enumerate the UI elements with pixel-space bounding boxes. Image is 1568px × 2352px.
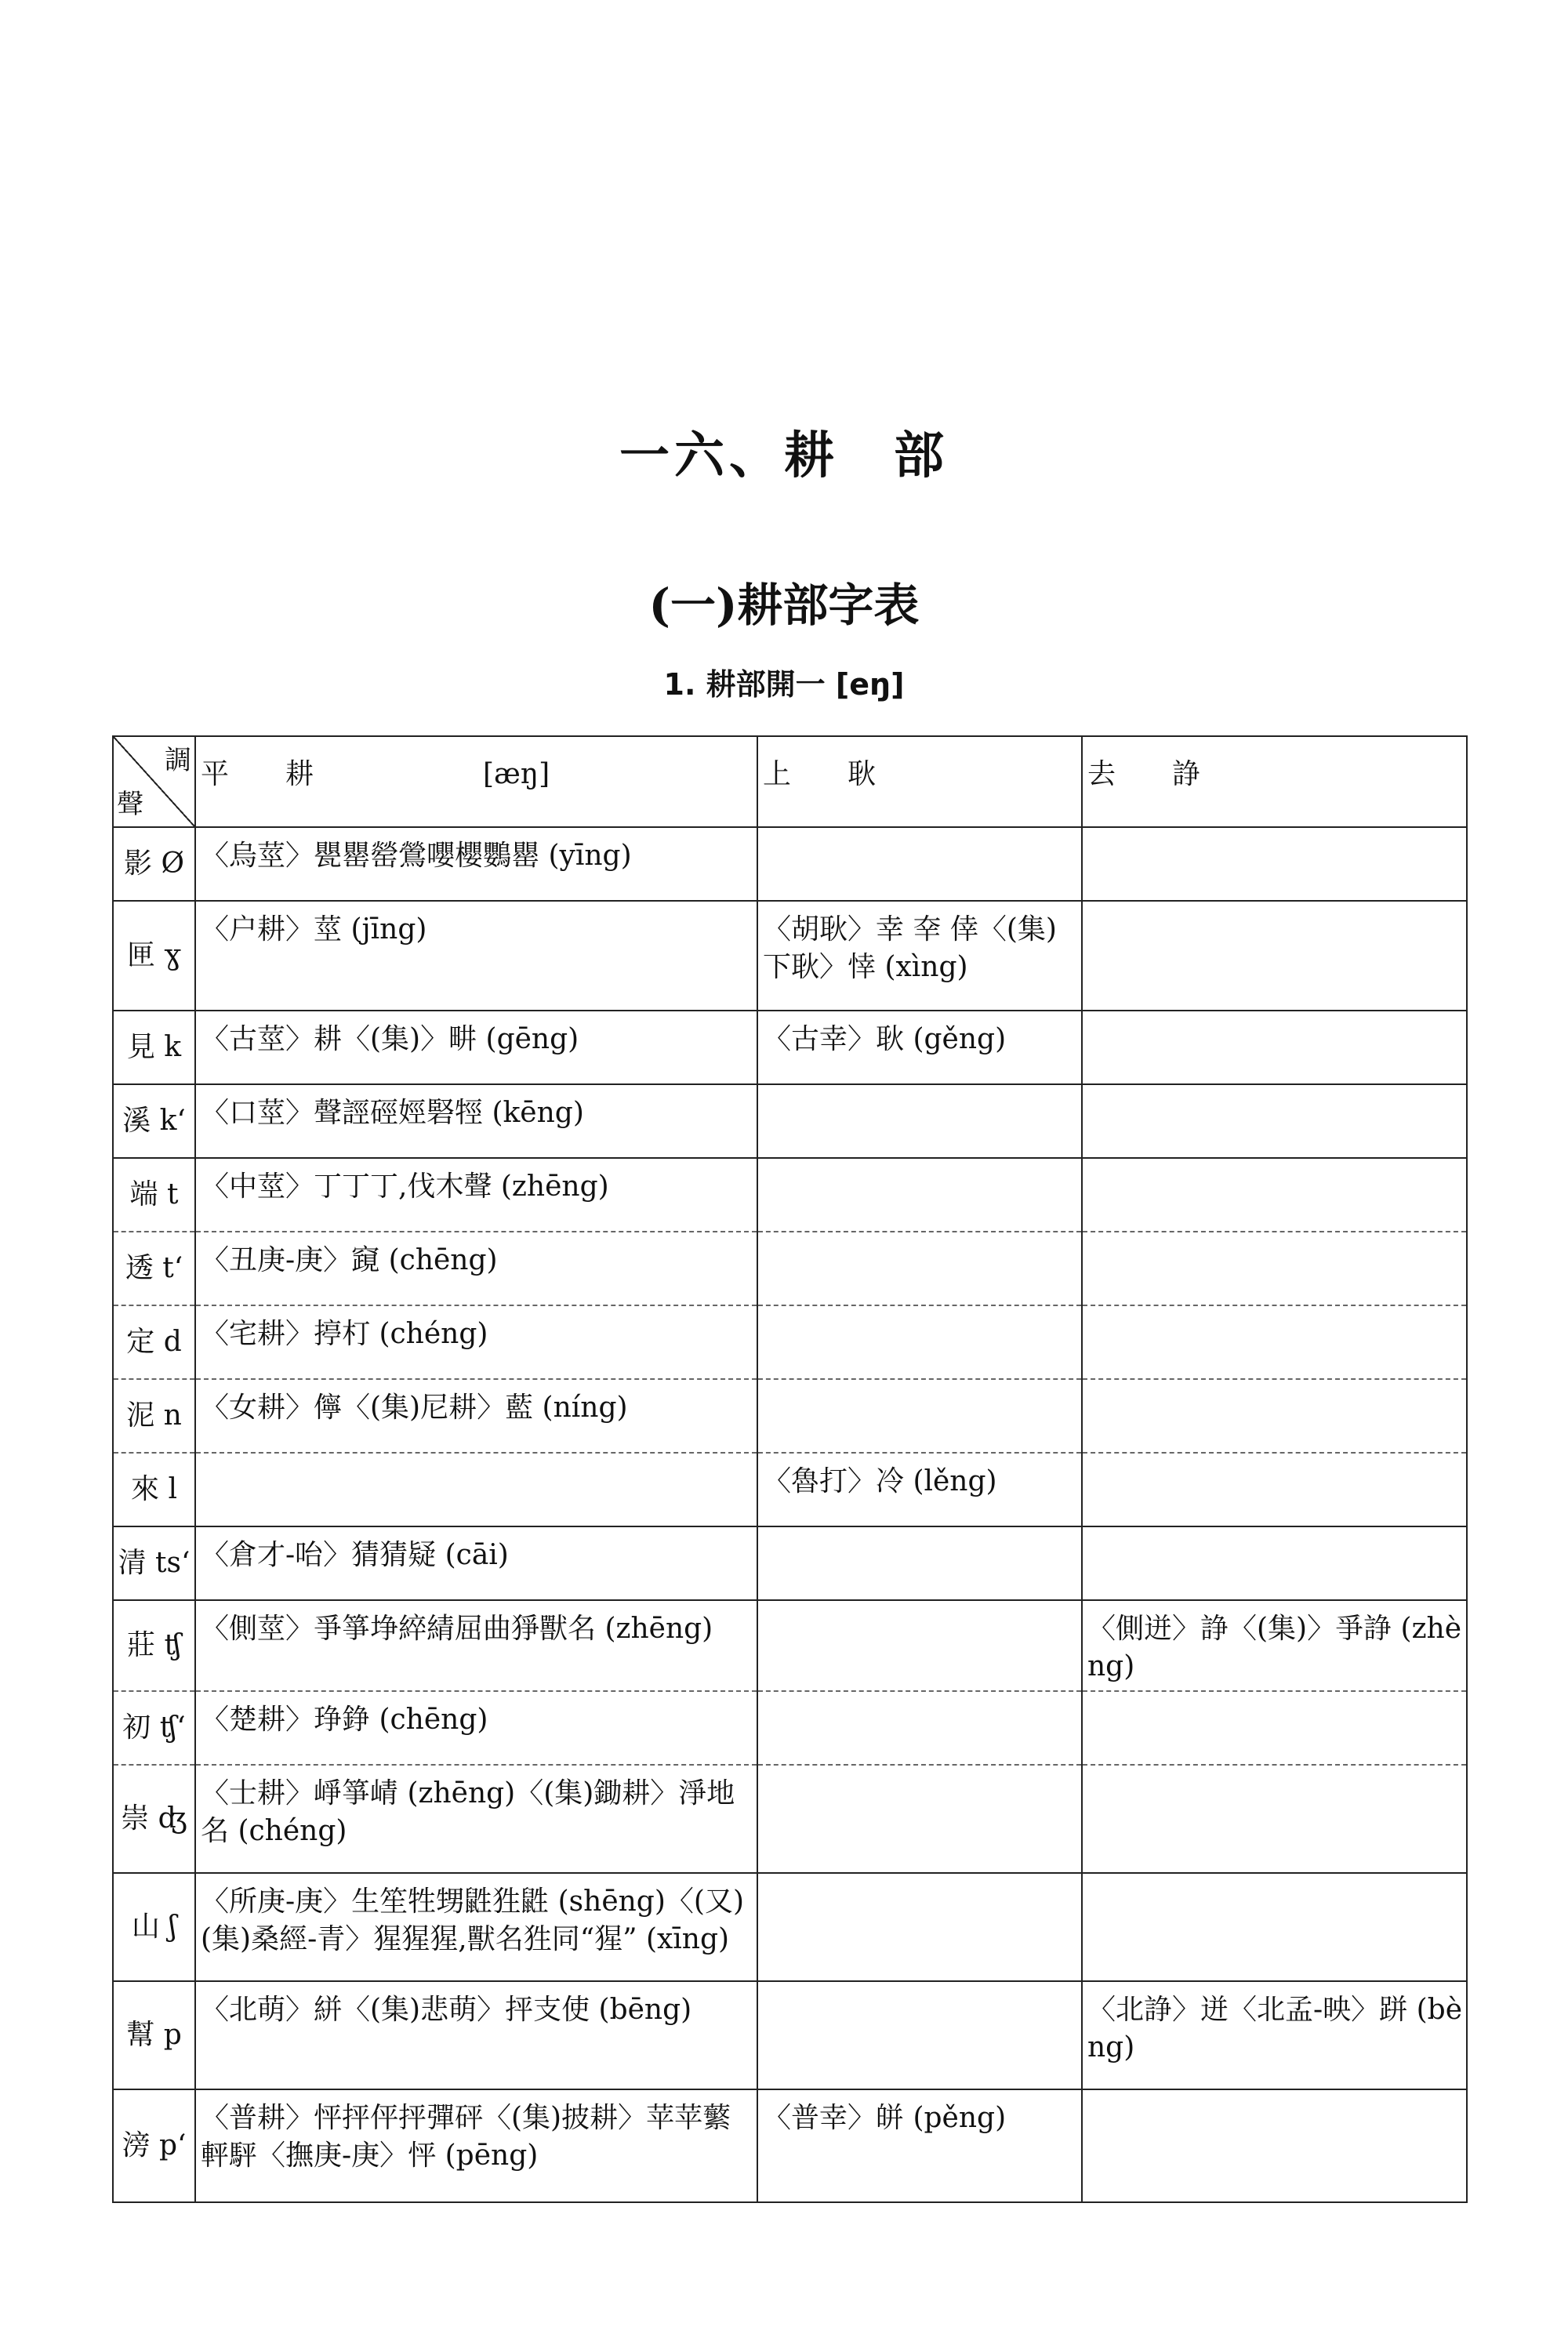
- table-row: [113, 1526, 1467, 1600]
- header-ping: 平 耕 [æŋ]: [195, 736, 757, 827]
- initial-cell: 山 ʃ: [113, 1873, 195, 1981]
- ping-cell: 〈口莖〉聲誙硜娙硻牼 (kēng): [195, 1084, 757, 1158]
- qu-cell: 〈北諍〉迸〈北孟-映〉跰 (bèng): [1082, 1981, 1467, 2089]
- qu-cell: [1082, 1232, 1467, 1305]
- initial-cell: 初 ʧ‘: [113, 1691, 195, 1765]
- initial-cell: 幫 p: [113, 1981, 195, 2089]
- initial-cell: 影 Ø: [113, 827, 195, 901]
- qu-cell: [1082, 1011, 1467, 1084]
- subsection-title: (一)耕部字表: [648, 579, 920, 632]
- table-row: [113, 1011, 1467, 1084]
- ping-cell: 〈古莖〉耕〈(集)〉畊 (gēng): [195, 1011, 757, 1084]
- corner-cell: [113, 736, 195, 827]
- ping-cell: 〈倉才-咍〉猜猜疑 (cāi): [195, 1526, 757, 1600]
- ping-cell: 〈宅耕〉揨朾 (chéng): [195, 1305, 757, 1379]
- ping-cell: [195, 1453, 757, 1526]
- initial-cell: 匣 ɣ: [113, 901, 195, 1011]
- ping-cell: 〈楚耕〉琤錚 (chēng): [195, 1691, 757, 1765]
- table-row: [113, 827, 1467, 901]
- initial-cell: 莊 ʧ: [113, 1600, 195, 1691]
- shang-cell: [757, 1158, 1082, 1232]
- table-row: [113, 1305, 1467, 1379]
- table-title: 1. 耕部開一 [eŋ]: [663, 667, 905, 702]
- table-row: [113, 1453, 1467, 1526]
- initial-cell: 透 t‘: [113, 1232, 195, 1305]
- qu-cell: [1082, 1084, 1467, 1158]
- shang-cell: 〈胡耿〉幸 㚔 倖〈(集)下耿〉悻 (xìng): [757, 901, 1082, 1011]
- table-row: [113, 1981, 1467, 2089]
- initial-cell: 端 t: [113, 1158, 195, 1232]
- qu-cell: [1082, 2089, 1467, 2202]
- shang-cell: [757, 1526, 1082, 1600]
- table-row: [113, 1691, 1467, 1765]
- qu-cell: [1082, 1453, 1467, 1526]
- qu-cell: [1082, 901, 1467, 1011]
- qu-cell: [1082, 1158, 1467, 1232]
- table-row: [113, 1379, 1467, 1453]
- shang-cell: [757, 1084, 1082, 1158]
- initial-cell: 清 ts‘: [113, 1526, 195, 1600]
- shang-cell: [757, 1873, 1082, 1981]
- shang-cell: [757, 827, 1082, 901]
- shang-cell: [757, 1981, 1082, 2089]
- initial-cell: 崇 ʤ: [113, 1765, 195, 1873]
- shang-cell: [757, 1600, 1082, 1691]
- rhyme-table: [112, 735, 1468, 2203]
- section-title: 一六、耕 部: [619, 426, 949, 485]
- qu-cell: [1082, 1305, 1467, 1379]
- corner-tone-label: 調: [165, 745, 191, 776]
- initial-cell: 泥 n: [113, 1379, 195, 1453]
- shang-cell: 〈魯打〉冷 (lěng): [757, 1453, 1082, 1526]
- table-row: [113, 1600, 1467, 1691]
- ping-cell: 〈丑庚-庚〉竀 (chēng): [195, 1232, 757, 1305]
- initial-cell: 定 d: [113, 1305, 195, 1379]
- shang-cell: [757, 1379, 1082, 1453]
- qu-cell: [1082, 1873, 1467, 1981]
- qu-cell: [1082, 827, 1467, 901]
- qu-cell: [1082, 1765, 1467, 1873]
- qu-cell: 〈側迸〉諍〈(集)〉爭諍 (zhèng): [1082, 1600, 1467, 1691]
- initial-cell: 滂 p‘: [113, 2089, 195, 2202]
- initial-cell: 來 l: [113, 1453, 195, 1526]
- ping-cell: 〈烏莖〉甖罌罃鶯嚶櫻鸚罌 (yīng): [195, 827, 757, 901]
- ping-cell: 〈北萌〉絣〈(集)悲萌〉抨支使 (bēng): [195, 1981, 757, 2089]
- ping-cell: 〈側莖〉爭箏埩綷綪屈曲猙獸名 (zhēng): [195, 1600, 757, 1691]
- ping-cell: 〈所庚-庚〉生笙牲甥鼪狌鼪 (shēng)〈(又)(集)桑經-青〉猩猩猩,獸名狌同“猩” (xīng): [195, 1873, 757, 1981]
- initial-cell: 溪 k‘: [113, 1084, 195, 1158]
- initial-cell: 見 k: [113, 1011, 195, 1084]
- qu-cell: [1082, 1379, 1467, 1453]
- ping-cell: 〈普耕〉怦抨伻抨彈砰〈(集)披耕〉苹苹蘩軯駍〈撫庚-庚〉怦 (pēng): [195, 2089, 757, 2202]
- ping-cell: 〈士耕〉崢箏崝 (zhēng)〈(集)鋤耕〉淨地名 (chéng): [195, 1765, 757, 1873]
- shang-cell: [757, 1305, 1082, 1379]
- header-shang: 上 耿: [757, 736, 1082, 827]
- table-row: [113, 1765, 1467, 1873]
- table-row: [113, 2089, 1467, 2202]
- ping-cell: 〈中莖〉丁丁丁,伐木聲 (zhēng): [195, 1158, 757, 1232]
- table-row: [113, 1232, 1467, 1305]
- table-header-row: [113, 736, 1467, 827]
- shang-cell: [757, 1232, 1082, 1305]
- header-qu: 去 諍: [1082, 736, 1467, 827]
- qu-cell: [1082, 1691, 1467, 1765]
- table-row: [113, 1084, 1467, 1158]
- table-row: [113, 1873, 1467, 1981]
- qu-cell: [1082, 1526, 1467, 1600]
- shang-cell: 〈普幸〉皏 (pěng): [757, 2089, 1082, 2202]
- shang-cell: [757, 1765, 1082, 1873]
- ping-cell: 〈户耕〉莖 (jīng): [195, 901, 757, 1011]
- shang-cell: [757, 1691, 1082, 1765]
- corner-initial-label: 聲: [117, 789, 143, 820]
- table-row: [113, 901, 1467, 1011]
- ping-cell: 〈女耕〉儜〈(集)尼耕〉藍 (níng): [195, 1379, 757, 1453]
- shang-cell: 〈古幸〉耿 (gěng): [757, 1011, 1082, 1084]
- table-row: [113, 1158, 1467, 1232]
